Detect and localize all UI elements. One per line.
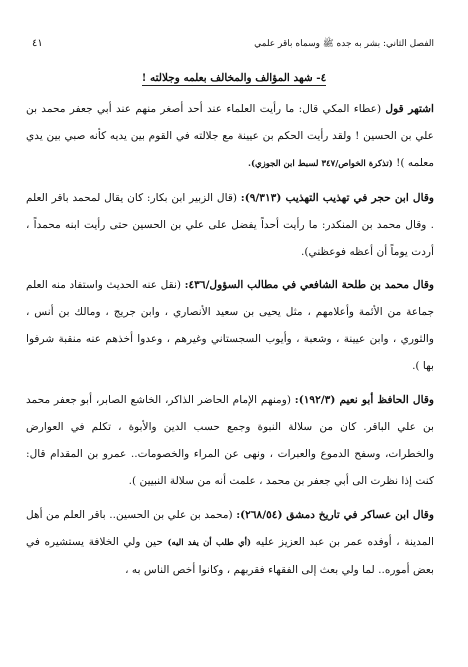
paragraph: [26, 387, 434, 495]
body-text: [26, 96, 434, 590]
page-number: ٤١: [32, 38, 43, 49]
inline-gloss: (أي طلب أن يفد اليه): [167, 537, 251, 548]
paragraph-lead: وقال محمد بن طلحة الشافعي في مطالب السؤول/٤٣٦:: [184, 279, 434, 292]
section-title-text: ٤- شهد المؤالف والمخالف بعلمه وجلالته !: [141, 72, 327, 84]
paragraph-lead: وقال ابن حجر في تهذيب التهذيب (٩/٣١٣):: [240, 191, 435, 204]
paragraph-text-tail: حين ولي الخلافة يستشيره في بعض أموره.. لما ولي بعث إلى الفقهاء فقربهم ، وكانوا أخص الناس به ،: [26, 535, 434, 576]
paragraph: [26, 185, 434, 266]
section-title: [0, 72, 468, 84]
paragraph: [26, 96, 434, 178]
running-header: [32, 36, 434, 52]
paragraph-text: (ومنهم الإمام الحاضر الذاكر، الخاشع الصابر، أبو جعفر محمد بن علي الباقر. كان من سلالة النبوة وجمع حسب الدين والأبوة ، تكلم في العوارض والخطرات، وسفح الدموع والعبرات ، ونهى عن المراء والخصومات.. عمرو بن المقدام قال: كنت إذا نظرت الى أبي جعفر بن محمد ، علمت أنه من سلالة النبيين ).: [26, 394, 434, 487]
paragraph-lead: وقال الحافظ أبو نعيم (١٩٢/٣):: [294, 394, 435, 407]
paragraph-lead: وقال ابن عساكر في تاريخ دمشق (٢٦٨/٥٤):: [236, 508, 434, 521]
citation: (تذكرة الخواص/٣٤٧ لسبط ابن الجوزي).: [248, 158, 393, 169]
paragraph-text: (قال الزبير ابن بكار: كان يقال لمحمد باقر العلم . وقال محمد بن المنكدر: ما رأيت أحداً يفضل على علي بن الحسين حتى رأيت ابنه محمداً ، أردت يوماً أن أعظه فوعظني).: [26, 191, 434, 258]
paragraph: [26, 272, 434, 380]
paragraph: [26, 502, 434, 584]
paragraph-text: (عطاء المكي قال: ما رأيت العلماء عند أحد أصغر منهم عند أبي جعفر محمد بن علي بن الحسين ! ولقد رأيت الحكم بن عيينة مع جلالته في القوم بين يديه كأنه صبي بين يدي معلمه )!: [26, 103, 434, 169]
paragraph-lead: اشتهر قول: [385, 103, 434, 115]
paragraph-text: (نقل عنه الحديث واستفاد منه العلم جماعة من الأئمة وأعلامهم ، مثل يحيى بن سعيد الأنصاري ، وابن جريج ، ومالك بن أنس ، والثوري ، وابن عيينة ، وشعبة ، وأيوب السجستاني وغيرهم ، وعدوا أخذهم عنه منقبة شرفوا بها ).: [26, 279, 434, 373]
paragraph-text: (محمد بن علي بن الحسين.. باقر العلم من أهل المدينة ، أوفده عمر بن عبد العزيز عليه: [26, 508, 434, 548]
chapter-running-title: الفصل الثاني: بشر به جده ﷺ وسماه باقر علمي: [254, 39, 434, 49]
